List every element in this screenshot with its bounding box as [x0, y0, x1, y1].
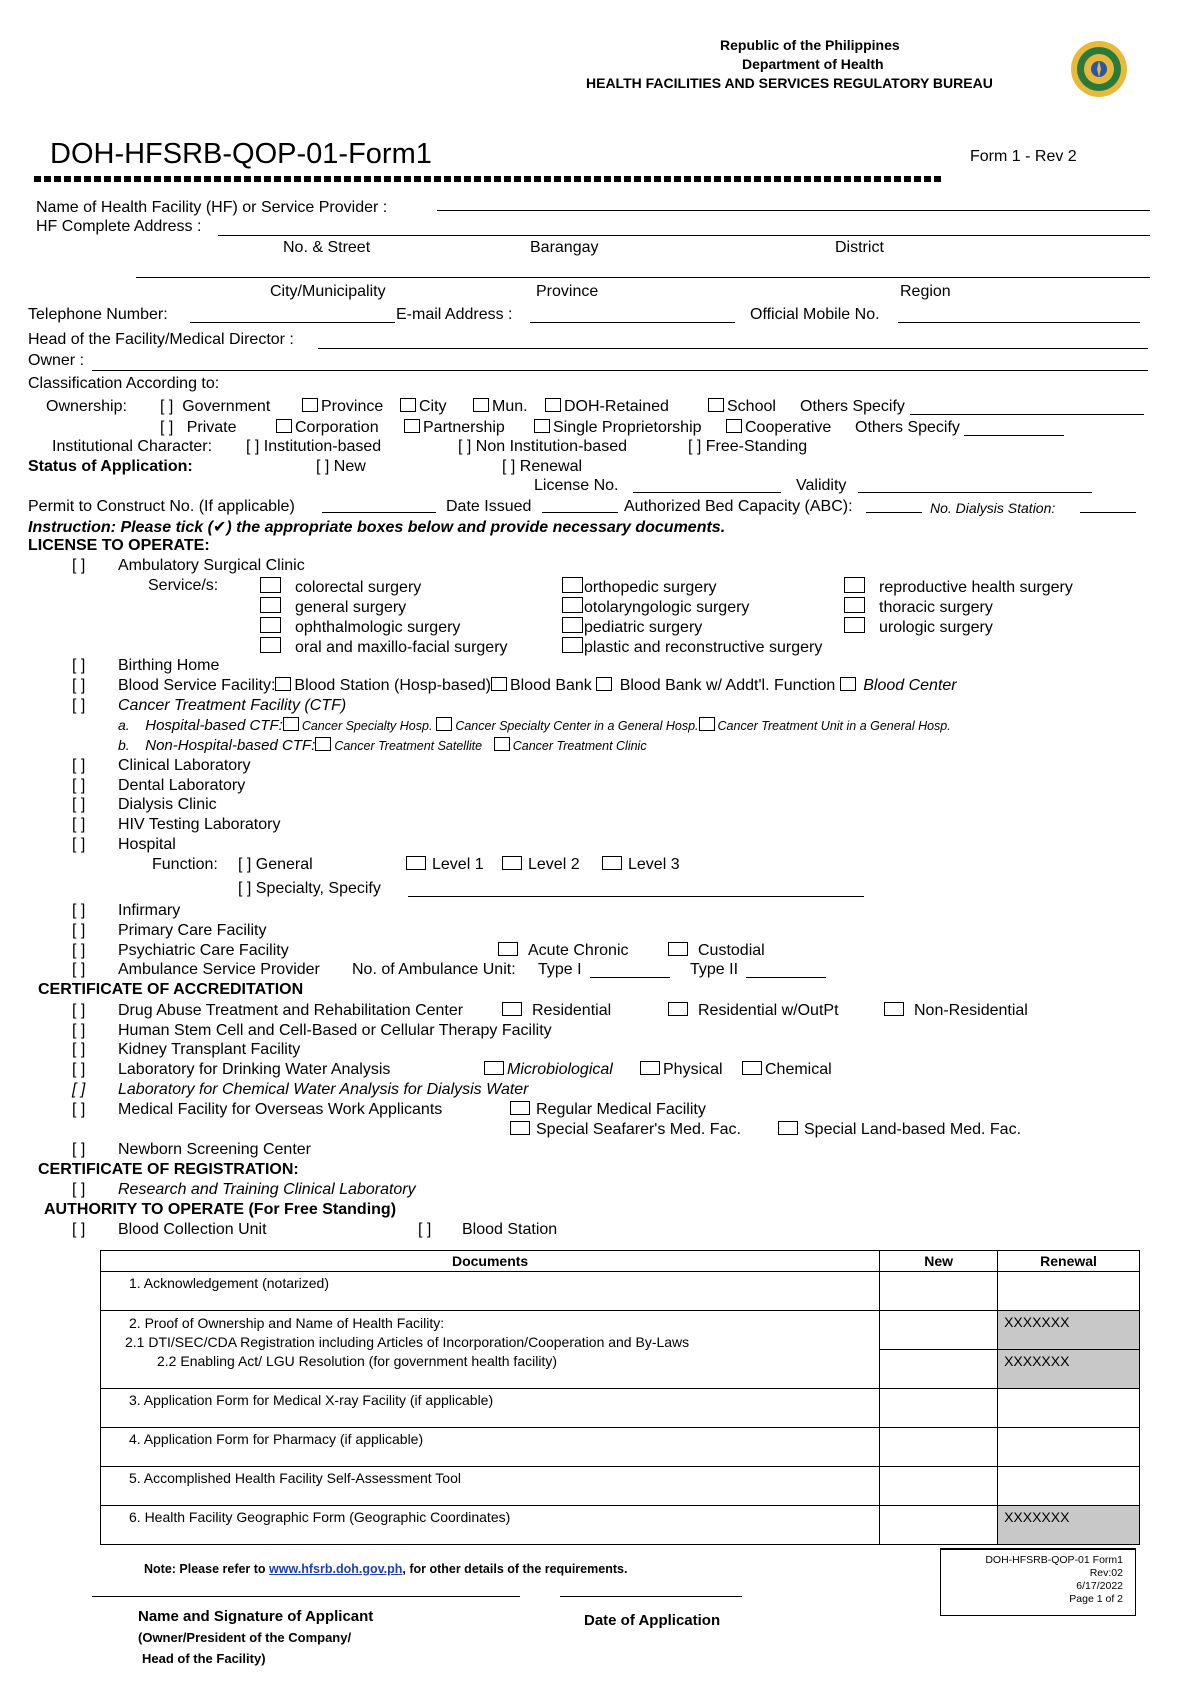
- residential-label: Residential: [532, 1002, 612, 1019]
- facility-name-label: Name of Health Facility (HF) or Service Provider :: [36, 199, 388, 216]
- corporation-option[interactable]: [276, 419, 379, 437]
- doc-acknowledgement: 1. Acknowledgement (notarized): [101, 1272, 880, 1311]
- bcu-bracket[interactable]: [ ]: [72, 1221, 86, 1238]
- microbiological-label: Microbiological: [507, 1061, 613, 1078]
- abc-field[interactable]: [866, 512, 922, 513]
- stamp-rev: Rev:02: [1089, 1567, 1123, 1579]
- level1-label: Level 1: [432, 856, 484, 873]
- others-specify-label-1: Others Specify: [800, 398, 905, 415]
- new-cell[interactable]: [880, 1311, 998, 1350]
- hospital-label: Hospital: [118, 836, 176, 853]
- head-field[interactable]: [318, 348, 1148, 349]
- ctf-b1-label: Cancer Treatment Satellite: [334, 739, 483, 753]
- documents-header: Documents: [101, 1251, 880, 1272]
- chemical-option[interactable]: [742, 1061, 832, 1079]
- checkbox[interactable]: [491, 677, 507, 691]
- ownership-label: Ownership:: [46, 398, 127, 415]
- renewal-cell[interactable]: [998, 1389, 1140, 1428]
- checkbox[interactable]: [840, 677, 856, 691]
- ophthalmologic-label: ophthalmologic surgery: [295, 619, 461, 636]
- private-option[interactable]: [160, 419, 236, 437]
- general-function-option[interactable]: [ ] General: [238, 856, 313, 873]
- mobile-label: Official Mobile No.: [750, 306, 880, 323]
- status-label: Status of Application:: [28, 458, 193, 475]
- dialysis-station-field[interactable]: [1080, 512, 1136, 513]
- checkbox[interactable]: [726, 419, 742, 433]
- oral-option[interactable]: [260, 637, 508, 657]
- psychiatric-bracket[interactable]: [ ]: [72, 942, 86, 959]
- non-institution-based-option[interactable]: [ ] Non Institution-based: [458, 438, 627, 455]
- checkbox[interactable]: [884, 1002, 904, 1016]
- regular-option[interactable]: [510, 1101, 706, 1119]
- land-based-label: Special Land-based Med. Fac.: [804, 1121, 1022, 1138]
- checkbox[interactable]: [534, 419, 550, 433]
- blood-station-bracket[interactable]: [ ]: [418, 1221, 432, 1238]
- doh-retained-option[interactable]: [545, 398, 669, 416]
- stem-cell-bracket[interactable]: [ ]: [72, 1022, 86, 1039]
- addr-region-caption: Region: [900, 283, 951, 300]
- cooperative-label: Cooperative: [745, 419, 832, 436]
- hiv-bracket[interactable]: [ ]: [72, 816, 86, 833]
- checkbox[interactable]: [562, 637, 583, 653]
- dental-lab-bracket[interactable]: [ ]: [72, 777, 86, 794]
- ofw-label: Medical Facility for Overseas Work Applicants: [118, 1101, 443, 1118]
- blood-service-row: [118, 677, 957, 695]
- ambulatory-label: Ambulatory Surgical Clinic: [118, 557, 305, 574]
- ctf-nonhospital-row: [118, 737, 647, 754]
- government-label: Government: [182, 398, 271, 415]
- renewal-na-cell: XXXXXXX: [998, 1311, 1140, 1350]
- pediatric-option[interactable]: [562, 617, 702, 637]
- checkbox[interactable]: [699, 717, 715, 731]
- dialysis-station-label: No. Dialysis Station:: [930, 500, 1056, 516]
- chem-water-bracket[interactable]: [ ]: [72, 1081, 86, 1098]
- level2-label: Level 2: [528, 856, 580, 873]
- thoracic-option[interactable]: [844, 597, 993, 617]
- clinical-lab-label: Clinical Laboratory: [118, 757, 251, 774]
- research-bracket[interactable]: [ ]: [72, 1181, 86, 1198]
- cor-title: CERTIFICATE OF REGISTRATION:: [38, 1161, 299, 1178]
- colorectal-option[interactable]: [260, 577, 421, 597]
- level3-label: Level 3: [628, 856, 680, 873]
- drug-abuse-label: Drug Abuse Treatment and Rehabilitation Center: [118, 1002, 464, 1019]
- hospital-bracket[interactable]: [ ]: [72, 836, 86, 853]
- owner-field[interactable]: [92, 370, 1148, 371]
- checkbox[interactable]: [562, 597, 583, 613]
- new-cell[interactable]: [880, 1350, 998, 1389]
- department-label: Department of Health: [742, 56, 884, 72]
- orthopedic-label: orthopedic surgery: [584, 579, 717, 596]
- level2-option[interactable]: [502, 856, 580, 874]
- checkbox[interactable]: [260, 617, 281, 633]
- primary-care-bracket[interactable]: [ ]: [72, 922, 86, 939]
- specialty-field[interactable]: [408, 896, 864, 897]
- addr-barangay-caption: Barangay: [530, 239, 599, 256]
- residential-outpt-option[interactable]: [668, 1002, 839, 1020]
- dialysis-label: Dialysis Clinic: [118, 796, 217, 813]
- physical-label: Physical: [663, 1061, 723, 1078]
- abc-label: Authorized Bed Capacity (ABC):: [624, 498, 853, 515]
- addr-street-caption: No. & Street: [283, 239, 371, 256]
- oral-label: oral and maxillo-facial surgery: [295, 639, 508, 656]
- single-proprietorship-label: Single Proprietorship: [553, 419, 702, 436]
- applicant-label: Name and Signature of Applicant: [138, 1608, 374, 1625]
- table-row: [101, 1389, 1140, 1428]
- form-code-title: DOH-HFSRB-QOP-01-Form1: [50, 138, 432, 170]
- otolaryngologic-option[interactable]: [562, 597, 749, 617]
- ctf-hospital-row: [118, 717, 951, 734]
- checkbox[interactable]: [276, 419, 292, 433]
- new-header: New: [880, 1251, 998, 1272]
- stamp-date: 6/17/2022: [1076, 1580, 1123, 1592]
- checkbox[interactable]: [562, 577, 583, 593]
- blood-center-label: Blood Center: [863, 677, 957, 694]
- date-issued-field[interactable]: [542, 512, 618, 513]
- pediatric-label: pediatric surgery: [584, 619, 703, 636]
- reproductive-option[interactable]: [844, 577, 1073, 597]
- blood-station-label: Blood Station: [462, 1221, 558, 1238]
- checkbox[interactable]: [545, 398, 561, 412]
- license-no-field[interactable]: [633, 492, 781, 493]
- checkbox[interactable]: [778, 1121, 798, 1135]
- checkbox[interactable]: [502, 856, 522, 870]
- acute-chronic-option[interactable]: [498, 942, 629, 960]
- checkbox[interactable]: [742, 1061, 762, 1075]
- urologic-option[interactable]: [844, 617, 993, 637]
- level3-option[interactable]: [602, 856, 680, 874]
- province-label: Province: [321, 398, 384, 415]
- checkbox[interactable]: [844, 597, 865, 613]
- province-option[interactable]: [302, 398, 383, 416]
- non-residential-option[interactable]: [884, 1002, 1028, 1020]
- newborn-label: Newborn Screening Center: [118, 1141, 311, 1158]
- renewal-na-cell: XXXXXXX: [998, 1506, 1140, 1545]
- others-specify-label-2: Others Specify: [855, 419, 960, 436]
- orthopedic-option[interactable]: [562, 577, 717, 597]
- checkbox[interactable]: [498, 942, 518, 956]
- status-new-option[interactable]: [ ] New: [316, 458, 366, 475]
- seafarer-label: Special Seafarer's Med. Fac.: [536, 1121, 741, 1138]
- institution-based-option[interactable]: [ ] Institution-based: [246, 438, 382, 455]
- stem-cell-label: Human Stem Cell and Cell-Based or Cellular Therapy Facility: [118, 1022, 552, 1039]
- ambulance-bracket[interactable]: [ ]: [72, 961, 86, 978]
- doh-seal-icon: [1070, 40, 1128, 98]
- type2-label: Type II: [690, 961, 739, 978]
- documents-table: [100, 1250, 1140, 1545]
- ctf-label: Cancer Treatment Facility (CTF): [118, 697, 347, 714]
- form-rev-label: Form 1 - Rev 2: [970, 148, 1077, 165]
- checkbox[interactable]: [668, 1002, 688, 1016]
- research-label: Research and Training Clinical Laboratory: [118, 1181, 416, 1198]
- level1-option[interactable]: [406, 856, 484, 874]
- general-surgery-option[interactable]: [260, 597, 406, 617]
- doc-self-assessment: 5. Accomplished Health Facility Self-Assessment Tool: [101, 1467, 880, 1506]
- applicant-sub2: Head of the Facility): [142, 1651, 266, 1666]
- bcu-label: Blood Collection Unit: [118, 1221, 267, 1238]
- physical-option[interactable]: [640, 1061, 723, 1079]
- infirmary-bracket[interactable]: [ ]: [72, 902, 86, 919]
- table-header-row: [101, 1251, 1140, 1272]
- table-row: [101, 1311, 1140, 1350]
- ato-title: AUTHORITY TO OPERATE (For Free Standing): [44, 1201, 397, 1218]
- type1-label: Type I: [538, 961, 582, 978]
- checkbox[interactable]: [562, 617, 583, 633]
- mun-option[interactable]: [473, 398, 528, 416]
- stamp-code: DOH-HFSRB-QOP-01 Form1: [985, 1554, 1123, 1566]
- renewal-cell[interactable]: [998, 1428, 1140, 1467]
- others-specify-field-1[interactable]: [910, 414, 1144, 415]
- ctf-nonhospital-label: Non-Hospital-based CTF:: [145, 737, 316, 754]
- checkbox[interactable]: [596, 677, 612, 691]
- water-lab-bracket[interactable]: [ ]: [72, 1061, 86, 1078]
- doc-proof-ownership: [101, 1311, 880, 1389]
- new-cell[interactable]: [880, 1389, 998, 1428]
- ctf-a-label: a.: [118, 717, 130, 733]
- renewal-cell[interactable]: [998, 1272, 1140, 1311]
- checkbox[interactable]: [315, 737, 331, 751]
- blood-station-hosp-label: Blood Station (Hosp-based): [294, 677, 491, 694]
- new-cell[interactable]: [880, 1428, 998, 1467]
- services-label: Service/s:: [148, 577, 219, 594]
- microbiological-option[interactable]: [484, 1061, 613, 1079]
- single-proprietorship-option[interactable]: [534, 419, 702, 437]
- mun-label: Mun.: [492, 398, 528, 415]
- doc-geographic: 6. Health Facility Geographic Form (Geographic Coordinates): [101, 1506, 880, 1545]
- checkbox[interactable]: [436, 717, 452, 731]
- checkbox[interactable]: [602, 856, 622, 870]
- primary-care-label: Primary Care Facility: [118, 922, 267, 939]
- facility-name-field[interactable]: [437, 210, 1150, 211]
- checkbox[interactable]: [404, 419, 420, 433]
- blood-service-label: Blood Service Facility:: [118, 677, 276, 694]
- seafarer-option[interactable]: [510, 1121, 741, 1139]
- regular-label: Regular Medical Facility: [536, 1101, 706, 1118]
- republic-label: Republic of the Philippines: [720, 37, 900, 53]
- kidney-label: Kidney Transplant Facility: [118, 1041, 301, 1058]
- city-label: City: [419, 398, 447, 415]
- specialty-option[interactable]: [ ] Specialty, Specify: [238, 880, 381, 897]
- date-application-label: Date of Application: [584, 1612, 721, 1629]
- checkbox[interactable]: [473, 398, 489, 412]
- blood-service-bracket[interactable]: [ ]: [72, 677, 86, 694]
- new-cell[interactable]: [880, 1467, 998, 1506]
- ctf-bracket[interactable]: [ ]: [72, 697, 86, 714]
- stamp-page: Page 1 of 2: [1069, 1593, 1123, 1605]
- custodial-option[interactable]: [668, 942, 765, 960]
- checkbox[interactable]: [302, 398, 318, 412]
- checkbox[interactable]: [494, 737, 510, 751]
- document-stamp: [940, 1548, 1136, 1616]
- reproductive-label: reproductive health surgery: [879, 579, 1073, 596]
- partnership-option[interactable]: [404, 419, 505, 437]
- ctf-a1-label: Cancer Specialty Hosp.: [301, 719, 433, 733]
- ambulatory-bracket[interactable]: [ ]: [72, 557, 86, 574]
- addr-province-caption: Province: [536, 283, 599, 300]
- kidney-bracket[interactable]: [ ]: [72, 1041, 86, 1058]
- residential-option[interactable]: [502, 1002, 611, 1020]
- checkbox[interactable]: [260, 637, 281, 653]
- checkbox[interactable]: [502, 1002, 522, 1016]
- urologic-label: urologic surgery: [879, 619, 993, 636]
- bracket-box[interactable]: [ ]: [160, 419, 174, 436]
- checkbox[interactable]: [260, 577, 281, 593]
- address-city-field[interactable]: [136, 277, 1150, 278]
- private-label: Private: [186, 419, 237, 436]
- ambulance-units-label: No. of Ambulance Unit:: [352, 961, 516, 978]
- addr-district-caption: District: [835, 239, 884, 256]
- head-label: Head of the Facility/Medical Director :: [28, 331, 294, 348]
- corporation-label: Corporation: [295, 419, 379, 436]
- coa-title: CERTIFICATE OF ACCREDITATION: [38, 981, 304, 998]
- cooperative-option[interactable]: [726, 419, 831, 437]
- address-street-field[interactable]: [218, 235, 1150, 236]
- blood-bank-label: Blood Bank: [509, 677, 592, 694]
- acute-chronic-label: Acute Chronic: [528, 942, 629, 959]
- birthing-bracket[interactable]: [ ]: [72, 657, 86, 674]
- ctf-a2-label: Cancer Specialty Center in a General Hosp.: [455, 719, 699, 733]
- doh-retained-label: DOH-Retained: [564, 398, 669, 415]
- checkbox[interactable]: [668, 942, 688, 956]
- infirmary-label: Infirmary: [118, 902, 181, 919]
- checkbox[interactable]: [844, 577, 865, 593]
- new-cell[interactable]: [880, 1272, 998, 1311]
- ctf-b2-label: Cancer Treatment Clinic: [512, 739, 647, 753]
- bracket-box[interactable]: [ ]: [160, 398, 174, 415]
- address-label: HF Complete Address :: [36, 218, 202, 235]
- row2a-text: 2. Proof of Ownership and Name of Health Facility:: [129, 1315, 445, 1331]
- addr-city-caption: City/Municipality: [270, 283, 386, 300]
- institutional-label: Institutional Character:: [52, 438, 213, 455]
- doc-pharmacy: 4. Application Form for Pharmacy (if applicable): [101, 1428, 880, 1467]
- others-specify-field-2[interactable]: [964, 435, 1064, 436]
- note-prefix: Note: Please refer to: [144, 1562, 270, 1576]
- birthing-label: Birthing Home: [118, 657, 220, 674]
- classification-label: Classification According to:: [28, 375, 220, 392]
- ctf-hospital-label: Hospital-based CTF:: [145, 717, 283, 734]
- table-row: [101, 1428, 1140, 1467]
- checkbox[interactable]: [484, 1061, 504, 1075]
- permit-label: Permit to Construct No. (If applicable): [28, 498, 295, 515]
- plastic-label: plastic and reconstructive surgery: [584, 639, 823, 656]
- checkbox[interactable]: [275, 677, 291, 691]
- hfsrb-link[interactable]: www.hfsrb.doh.gov.ph: [269, 1562, 403, 1576]
- government-option[interactable]: [160, 398, 270, 416]
- telephone-label: Telephone Number:: [28, 306, 168, 323]
- date-issued-label: Date Issued: [446, 498, 532, 515]
- school-label: School: [727, 398, 776, 415]
- city-option[interactable]: [400, 398, 447, 416]
- function-label: Function:: [152, 856, 218, 873]
- email-label: E-mail Address :: [396, 306, 513, 323]
- checkbox[interactable]: [406, 856, 426, 870]
- lto-title: LICENSE TO OPERATE:: [28, 537, 210, 554]
- validity-label: Validity: [796, 477, 847, 494]
- status-renewal-option[interactable]: [ ] Renewal: [502, 458, 583, 475]
- table-row: [101, 1506, 1140, 1545]
- residential-outpt-label: Residential w/OutPt: [698, 1002, 839, 1019]
- mobile-field[interactable]: [898, 322, 1140, 323]
- clinical-lab-bracket[interactable]: [ ]: [72, 757, 86, 774]
- renewal-header: Renewal: [998, 1251, 1140, 1272]
- applicant-sub1: (Owner/President of the Company/: [138, 1630, 352, 1645]
- checkbox[interactable]: [708, 398, 724, 412]
- non-residential-label: Non-Residential: [914, 1002, 1028, 1019]
- telephone-field[interactable]: [190, 322, 395, 323]
- dialysis-bracket[interactable]: [ ]: [72, 796, 86, 813]
- renewal-cell[interactable]: [998, 1467, 1140, 1506]
- ctf-b-label: b.: [118, 737, 130, 753]
- date-application-line[interactable]: [560, 1596, 742, 1597]
- custodial-label: Custodial: [698, 942, 765, 959]
- plastic-option[interactable]: [562, 637, 822, 657]
- partnership-label: Partnership: [423, 419, 505, 436]
- footer-note: [144, 1562, 627, 1576]
- chem-water-label: Laboratory for Chemical Water Analysis for Dialysis Water: [118, 1081, 529, 1098]
- hiv-label: HIV Testing Laboratory: [118, 816, 281, 833]
- checkbox[interactable]: [283, 717, 299, 731]
- checkbox[interactable]: [510, 1101, 530, 1115]
- ctf-a3-label: Cancer Treatment Unit in a General Hosp.: [717, 719, 951, 733]
- general-surgery-label: general surgery: [295, 599, 407, 616]
- dental-lab-label: Dental Laboratory: [118, 777, 246, 794]
- applicant-signature-line[interactable]: [92, 1596, 520, 1597]
- header-dashed-divider: [34, 176, 942, 182]
- school-option[interactable]: [708, 398, 776, 416]
- thoracic-label: thoracic surgery: [879, 599, 993, 616]
- instruction-text: Instruction: Please tick (✔) the appropriate boxes below and provide necessary documents.: [28, 519, 726, 536]
- new-cell[interactable]: [880, 1506, 998, 1545]
- checkbox[interactable]: [640, 1061, 660, 1075]
- doc-xray: 3. Application Form for Medical X-ray Facility (if applicable): [101, 1389, 880, 1428]
- psychiatric-label: Psychiatric Care Facility: [118, 942, 289, 959]
- blood-bank-addtl-label: Blood Bank w/ Addt'l. Function: [619, 677, 836, 694]
- email-field[interactable]: [530, 322, 735, 323]
- renewal-na-cell: XXXXXXX: [998, 1350, 1140, 1389]
- newborn-bracket[interactable]: [ ]: [72, 1141, 86, 1158]
- type2-field[interactable]: [746, 977, 826, 978]
- type1-field[interactable]: [590, 977, 670, 978]
- water-lab-label: Laboratory for Drinking Water Analysis: [118, 1061, 391, 1078]
- free-standing-option[interactable]: [ ] Free-Standing: [688, 438, 808, 455]
- checkbox[interactable]: [844, 617, 865, 633]
- table-row: [101, 1467, 1140, 1506]
- checkbox[interactable]: [510, 1121, 530, 1135]
- ofw-bracket[interactable]: [ ]: [72, 1101, 86, 1118]
- bureau-label: HEALTH FACILITIES AND SERVICES REGULATORY BUREAU: [586, 75, 993, 91]
- owner-label: Owner :: [28, 352, 85, 369]
- permit-field[interactable]: [322, 512, 436, 513]
- license-no-label: License No.: [534, 477, 619, 494]
- checkbox[interactable]: [260, 597, 281, 613]
- drug-abuse-bracket[interactable]: [ ]: [72, 1002, 86, 1019]
- validity-field[interactable]: [858, 492, 1092, 493]
- ambulance-label: Ambulance Service Provider: [118, 961, 320, 978]
- note-suffix: , for other details of the requirements.: [402, 1562, 628, 1576]
- row2c-text: 2.2 Enabling Act/ LGU Resolution (for government health facility): [157, 1353, 557, 1369]
- colorectal-label: colorectal surgery: [295, 579, 422, 596]
- table-row: [101, 1272, 1140, 1311]
- row2b-text: 2.1 DTI/SEC/CDA Registration including Articles of Incorporation/Cooperation and By-Laws: [125, 1334, 690, 1350]
- land-based-option[interactable]: [778, 1121, 1021, 1139]
- chemical-label: Chemical: [765, 1061, 832, 1078]
- ophthalmologic-option[interactable]: [260, 617, 460, 637]
- otolaryngologic-label: otolaryngologic surgery: [584, 599, 750, 616]
- checkbox[interactable]: [400, 398, 416, 412]
